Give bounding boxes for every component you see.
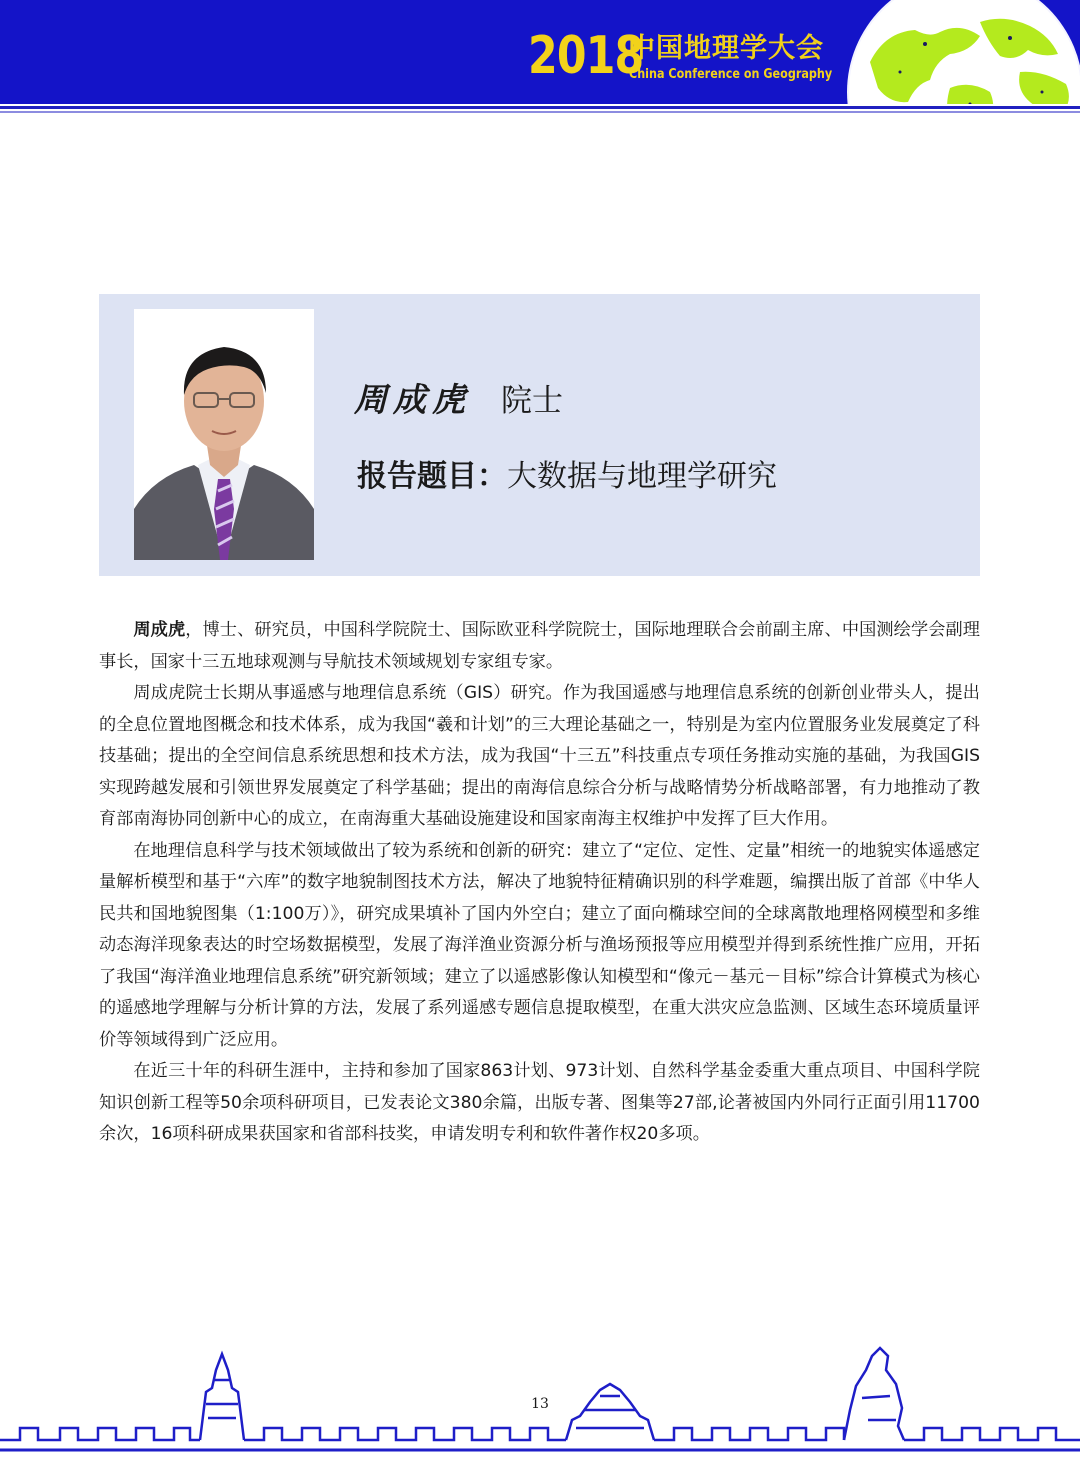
speaker-name: 周成虎: [354, 380, 471, 419]
report-topic-label: 报告题目：: [357, 459, 507, 494]
page-number: 13: [531, 1396, 549, 1412]
conference-header-banner: [0, 0, 1080, 104]
speaker-card: [99, 294, 980, 576]
conference-year: 2018: [528, 26, 644, 86]
header-divider: [0, 106, 1080, 109]
report-topic-line: [357, 458, 777, 496]
speaker-biography: [99, 615, 980, 1151]
conference-title-chinese: 中国地理学大会: [628, 33, 824, 64]
portrait-image: [134, 309, 314, 560]
header-divider-thin: [0, 111, 1080, 113]
conference-title-english: China Conference on Geography: [629, 67, 833, 82]
report-topic: 大数据与地理学研究: [507, 459, 777, 494]
bio-paragraph-3: 在地理信息科学与技术领域做出了较为系统和创新的研究：建立了“定位、定性、定量”相统一的地貌实体遥感定量解析模型和基于“六库”的数字地貌制图技术方法，解决了地貌特征精确识别的科学难题，编撰出版了首部《中华人民共和国地貌图集（1:100万）》，研究成果填补了国内外空白；建立了面向椭球空间的全球离散地理格网模型和多维动态海洋现象表达的时空场数据模型，发展了海洋渔业资源分析与渔场预报等应用模型并得到系统性推广应用，开拓了我国“海洋渔业地理信息系统”研究新领域；建立了以遥感影像认知模型和“像元－基元－目标”综合计算模式为核心的遥感地学理解与分析计算的方法，发展了系列遥感专题信息提取模型，在重大洪灾应急监测、区域生态环境质量评价等领域得到广泛应用。: [99, 840, 980, 1050]
bio-intro: ，博士、研究员，中国科学院院士、国际欧亚科学院院士，国际地理联合会前副主席、中国测绘学会副理事长，国家十三五地球观测与导航技术领域规划专家组专家。: [99, 620, 980, 672]
bio-paragraph-1: [99, 615, 980, 678]
globe-icon: [830, 0, 1080, 104]
bio-name: 周成虎: [133, 620, 186, 640]
speaker-academic-title: 院士: [501, 383, 563, 419]
speaker-photo: [134, 309, 314, 560]
bio-paragraph-4: 在近三十年的科研生涯中，主持和参加了国家863计划、973计划、自然科学基金委重大重点项目、中国科学院知识创新工程等50余项科研项目，已发表论文380余篇，出版专著、图集等27部,论著被国内外同行正面引用11700余次，16项科研成果获国家和省部科技奖，申请发明专利和软件著作权20多项。: [99, 1061, 980, 1144]
bio-paragraph-2: 周成虎院士长期从事遥感与地理信息系统（GIS）研究。作为我国遥感与地理信息系统的创新创业带头人，提出的全息位置地图概念和技术体系，成为我国“羲和计划”的三大理论基础之一，特别是为室内位置服务业发展奠定了科技基础；提出的全空间信息系统思想和技术方法，成为我国“十三五”科技重点专项任务推动实施的基础，为我国GIS实现跨越发展和引领世界发展奠定了科学基础；提出的南海信息综合分析与战略情势分析战略部署，有力地推动了教育部南海协同创新中心的成立，在南海重大基础设施建设和国家南海主权维护中发挥了巨大作用。: [99, 683, 980, 829]
